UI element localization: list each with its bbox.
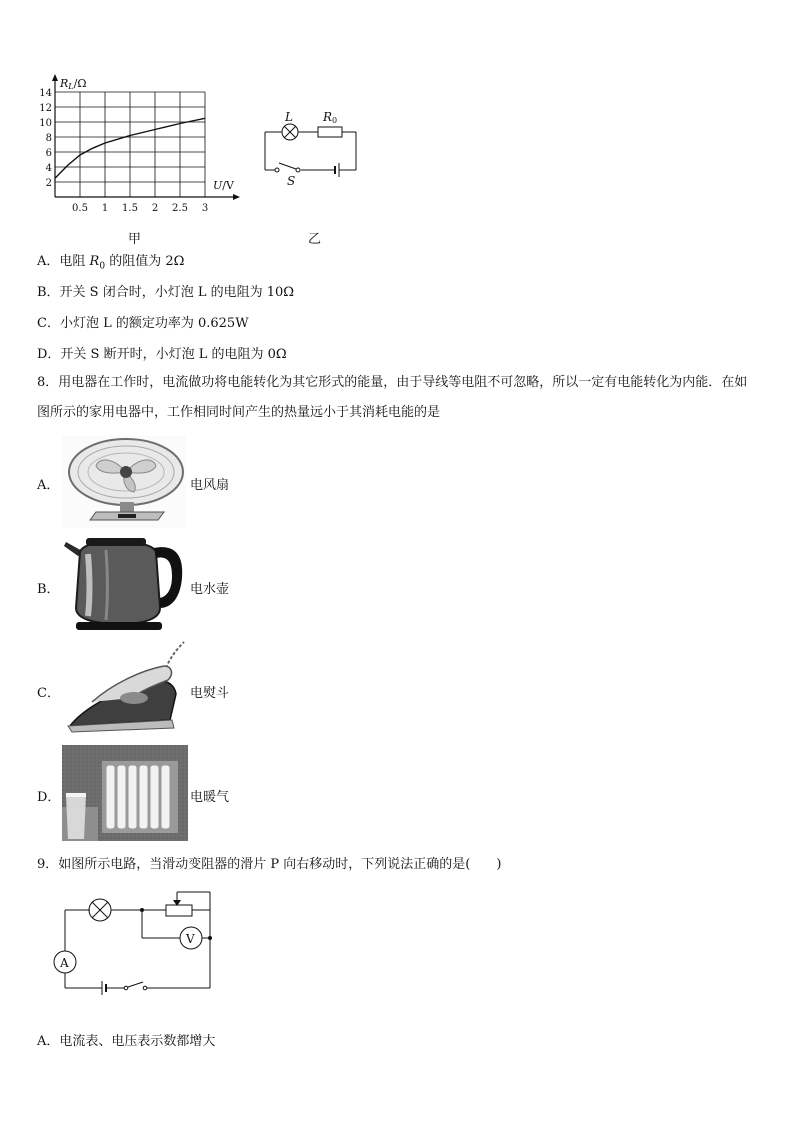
q8-option-c-name: 电熨斗 [190, 686, 230, 701]
graph-grid [55, 92, 205, 197]
resistor-label: R0 [323, 110, 338, 125]
y-tick-label: 6 [45, 148, 52, 159]
y-axis-arrow [52, 74, 58, 81]
q8-option-d-name: 电暖气 [190, 790, 230, 805]
switch-s-symbol [275, 163, 300, 172]
x-tick-label: 1 [101, 203, 109, 214]
x-tick-label: 1.5 [122, 203, 138, 214]
circuit-q9-diagram [50, 882, 220, 997]
battery-symbol [335, 163, 339, 177]
battery-symbol [102, 981, 106, 995]
x-axis-arrow [233, 194, 240, 200]
q9-option-a[interactable]: A．电流表、电压表示数都增大 [37, 1034, 216, 1049]
q9-stem: 9．如图所示电路，当滑动变阻器的滑片 P 向右移动时，下列说法正确的是( ) [37, 857, 502, 872]
q8-option-a-name: 电风扇 [190, 478, 230, 493]
q8-option-a-label[interactable]: A． [37, 478, 60, 493]
y-tick-label: 8 [45, 133, 52, 144]
y-tick-label: 2 [45, 178, 52, 189]
y-tick-label: 14 [39, 88, 52, 99]
q7-option-b[interactable]: B．开关 S 闭合时，小灯泡 L 的电阻为 10Ω [37, 285, 295, 300]
switch-symbol [124, 982, 147, 990]
ammeter-label: A [60, 956, 69, 970]
y-axis-label: RL/Ω [60, 77, 87, 91]
x-tick-label: 3 [201, 203, 209, 214]
x-tick-label: 2 [151, 203, 159, 214]
x-tick-labels [72, 203, 208, 214]
x-tick-label: 2.5 [172, 203, 188, 214]
electric-fan-image[interactable] [62, 436, 186, 528]
rheostat-symbol [166, 892, 210, 916]
lamp-label: L [285, 110, 293, 124]
resistor-r0-symbol [318, 127, 342, 137]
q8-option-b-label[interactable]: B． [37, 582, 60, 597]
y-tick-label: 4 [45, 163, 52, 174]
circuit-caption: 乙 [308, 232, 322, 247]
q7-option-d[interactable]: D．开关 S 断开时，小灯泡 L 的电阻为 0Ω [37, 347, 287, 362]
graph-caption: 甲 [128, 232, 142, 247]
y-tick-label: 10 [39, 118, 52, 129]
voltmeter-label: V [186, 932, 195, 946]
electric-heater-image[interactable] [62, 745, 188, 841]
lamp-l-symbol [282, 124, 298, 140]
q8-option-c-label[interactable]: C． [37, 686, 60, 701]
x-tick-label: 0.5 [72, 203, 88, 214]
electric-iron-image[interactable] [62, 640, 186, 734]
lamp-symbol [89, 899, 111, 921]
y-tick-labels [39, 88, 52, 189]
y-tick-label: 12 [39, 103, 52, 114]
q8-stem: 8．用电器在工作时，电流做功将电能转化为其它形式的能量，由于导线等电阻不可忽略，所以一定有电能转化为内能．在如图所示的家用电器中，工作相同时间产生的热量远小于其消耗电能的是 [37, 375, 748, 420]
circuit-b-diagram [255, 105, 365, 190]
q7-option-a[interactable]: A．电阻 $R_0$ 的阻值为 2Ω [37, 254, 185, 272]
q8-option-b-name: 电水壶 [190, 582, 230, 597]
resistance-voltage-graph [30, 72, 245, 217]
switch-label: S [287, 174, 296, 188]
x-axis-label: U/V [213, 179, 234, 192]
q7-option-c[interactable]: C．小灯泡 L 的额定功率为 0.625W [37, 316, 249, 331]
electric-kettle-image[interactable] [62, 538, 186, 633]
q8-option-d-label[interactable]: D． [37, 790, 61, 805]
